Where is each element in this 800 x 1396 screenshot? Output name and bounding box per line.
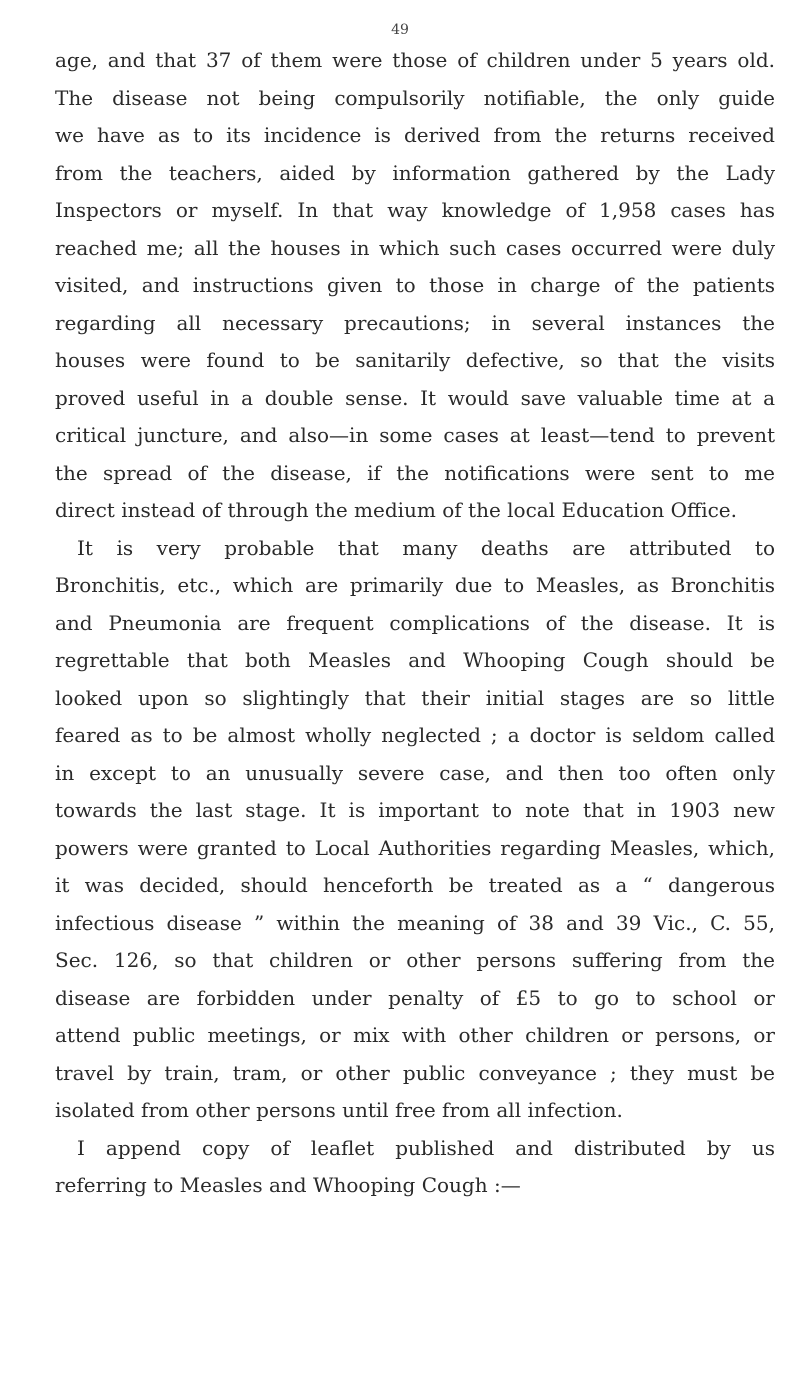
- text-line: referring to Measles and Whooping Cough :—: [55, 1173, 521, 1197]
- text-line: it was decided, should henceforth be treated as a “ dangerous: [55, 873, 775, 897]
- text-line: towards the last stage. It is important to note that in 1903 new: [55, 798, 775, 822]
- page-number: 49: [391, 22, 409, 38]
- text-line: It is very probable that many deaths are attributed to: [77, 535, 775, 560]
- text-line: feared as to be almost wholly neglected ; a doctor is seldom called: [55, 723, 775, 747]
- text-line: The disease not being compulsorily notifiable, the only guide: [55, 85, 775, 110]
- text-line: powers were granted to Local Authorities regarding Measles, which,: [55, 835, 775, 860]
- text-line: infectious disease ” within the meaning of 38 and 39 Vic., C. 55,: [55, 910, 775, 935]
- text-line: critical juncture, and also—in some cases at least—tend to prevent: [55, 423, 775, 447]
- text-line: age, and that 37 of them were those of children under 5 years old.: [55, 48, 775, 72]
- text-line: proved useful in a double sense. It would save valuable time at a: [55, 385, 775, 410]
- text-line: we have as to its incidence is derived from the returns received: [55, 123, 775, 147]
- text-line: I append copy of leaflet published and distributed by us: [77, 1135, 775, 1160]
- text-line: from the teachers, aided by information gathered by the Lady: [55, 160, 775, 185]
- text-line: travel by train, tram, or other public conveyance ; they must be: [55, 1060, 775, 1085]
- text-line: regarding all necessary precautions; in several instances the: [55, 310, 775, 335]
- text-line: reached me; all the houses in which such cases occurred were duly: [55, 235, 775, 260]
- text-line: and Pneumonia are frequent complications of the disease. It is: [55, 610, 775, 635]
- body-text: [55, 42, 775, 1205]
- text-line: attend public meetings, or mix with other children or persons, or: [55, 1023, 775, 1047]
- text-line: isolated from other persons until free from all infection.: [55, 1098, 623, 1122]
- text-line: Inspectors or myself. In that way knowledge of 1,958 cases has: [55, 198, 775, 222]
- text-line: houses were found to be sanitarily defective, so that the visits: [55, 348, 775, 372]
- text-line: disease are forbidden under penalty of £5 to go to school or: [55, 985, 775, 1010]
- text-line: Bronchitis, etc., which are primarily due to Measles, as Bronchitis: [55, 573, 775, 597]
- text-line: regrettable that both Measles and Whooping Cough should be: [55, 648, 775, 672]
- text-line: in except to an unusually severe case, and then too often only: [55, 760, 775, 785]
- text-line: the spread of the disease, if the notifications were sent to me: [55, 460, 775, 485]
- text-line: looked upon so slightingly that their initial stages are so little: [55, 685, 775, 710]
- text-line: direct instead of through the medium of the local Education Office.: [55, 498, 737, 522]
- text-line: Sec. 126, so that children or other persons suffering from the: [55, 948, 775, 972]
- text-line: visited, and instructions given to those in charge of the patients: [55, 273, 775, 297]
